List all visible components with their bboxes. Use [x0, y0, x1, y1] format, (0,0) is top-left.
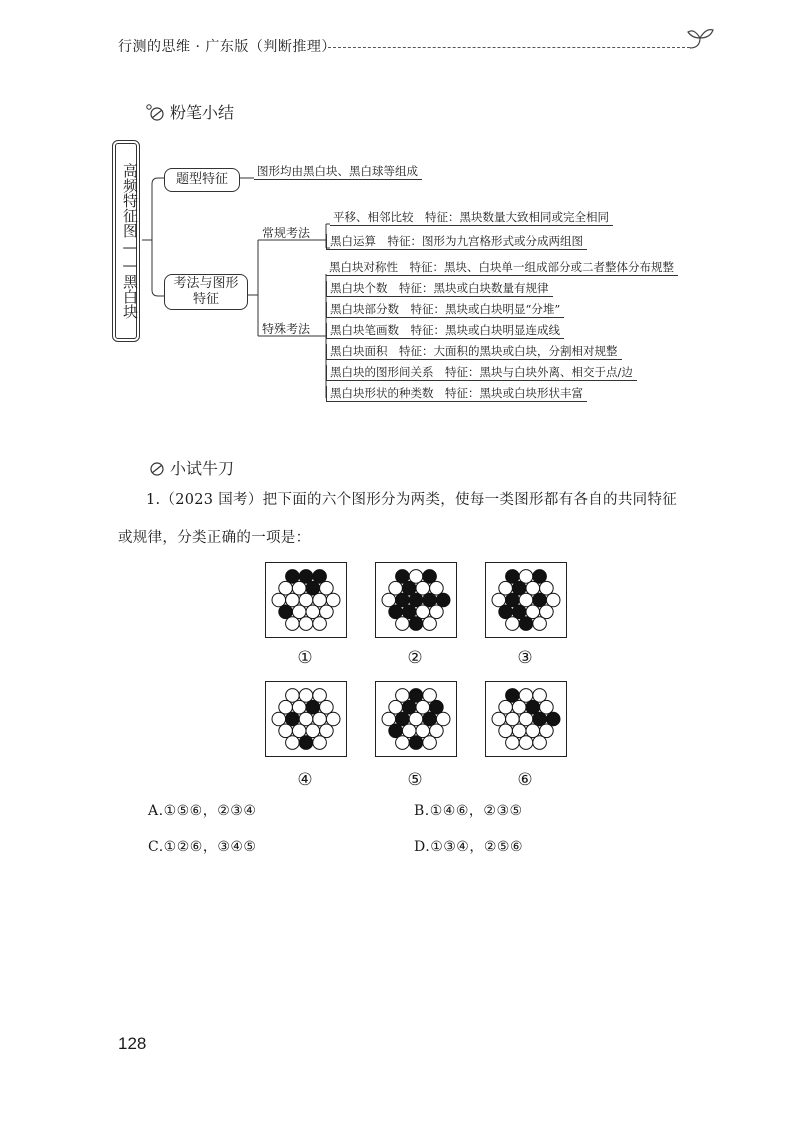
- black-circle: [423, 593, 437, 607]
- white-circle: [313, 593, 327, 607]
- white-circle: [396, 617, 410, 631]
- leaf-regular-1: 平移、相邻比较 特征：黑块数量大致相同或完全相同: [330, 210, 613, 226]
- pencil-icon: [146, 459, 166, 477]
- white-circle: [540, 581, 554, 595]
- leaf-special-6: 黑白块的图形间关系 特征：黑块与白块外离、相交于点/边: [326, 365, 637, 381]
- white-circle: [492, 712, 506, 726]
- black-circle: [409, 593, 423, 607]
- white-circle: [286, 689, 300, 703]
- white-circle: [506, 736, 520, 750]
- black-circle: [313, 570, 327, 584]
- black-circle: [299, 736, 313, 750]
- figure-3-label: ③: [517, 648, 533, 668]
- white-circle: [299, 689, 313, 703]
- white-circle: [286, 593, 300, 607]
- black-circle: [409, 689, 423, 703]
- white-circle: [306, 724, 320, 738]
- figure-1: [265, 562, 347, 638]
- white-circle: [320, 605, 334, 619]
- black-circle: [286, 712, 300, 726]
- option-a[interactable]: [148, 800, 256, 820]
- black-circle: [512, 581, 526, 595]
- root-node-label: 高频特征图——黑白块: [121, 163, 139, 319]
- node-question-type: [164, 168, 240, 192]
- white-circle: [430, 724, 444, 738]
- white-circle: [313, 712, 327, 726]
- black-circle: [396, 593, 410, 607]
- black-circle: [519, 617, 533, 631]
- white-circle: [416, 700, 430, 714]
- figure-2-label: ②: [407, 648, 423, 668]
- figure-5-circles: [376, 682, 456, 756]
- pencil-icon: [146, 103, 166, 121]
- white-circle: [396, 689, 410, 703]
- white-circle: [512, 700, 526, 714]
- option-d-letter: D.: [414, 839, 431, 855]
- leaf-question-type: 图形均由黑白块、黑白球等组成: [254, 164, 422, 180]
- black-circle: [506, 593, 520, 607]
- white-circle: [389, 581, 403, 595]
- black-circle: [306, 581, 320, 595]
- white-circle: [382, 712, 396, 726]
- figure-4-circles: [266, 682, 346, 756]
- figure-5: [375, 681, 457, 757]
- white-circle: [499, 700, 513, 714]
- black-circle: [409, 617, 423, 631]
- white-circle: [279, 700, 293, 714]
- option-c-letter: C.: [148, 839, 164, 855]
- white-circle: [519, 712, 533, 726]
- question-text-line-1: 1.（2023 国考）把下面的六个图形分为两类，使每一类图形都有各自的共同特征: [146, 492, 678, 508]
- leaf-special-4: 黑白块笔画数 特征：黑块或白块明显连成线: [326, 323, 564, 339]
- figure-6: [485, 681, 567, 757]
- white-circle: [299, 712, 313, 726]
- black-circle: [506, 570, 520, 584]
- white-circle: [526, 605, 540, 619]
- figure-4: [265, 681, 347, 757]
- option-d[interactable]: [414, 836, 523, 856]
- figure-1-label: ①: [297, 648, 313, 668]
- white-circle: [272, 593, 286, 607]
- figure-3: [485, 562, 567, 638]
- summary-title-text: 粉笔小结: [170, 103, 235, 122]
- white-circle: [402, 724, 416, 738]
- figure-1-circles: [266, 563, 346, 637]
- white-circle: [533, 617, 547, 631]
- option-c[interactable]: [148, 836, 256, 856]
- option-b-letter: B.: [414, 803, 430, 819]
- leaf-special-2: 黑白块个数 特征：黑块或白块数量有规律: [326, 281, 553, 297]
- white-circle: [506, 617, 520, 631]
- black-circle: [546, 712, 560, 726]
- black-circle: [506, 689, 520, 703]
- white-circle: [506, 712, 520, 726]
- black-circle: [396, 712, 410, 726]
- white-circle: [540, 724, 554, 738]
- white-circle: [499, 581, 513, 595]
- black-circle: [402, 581, 416, 595]
- white-circle: [299, 617, 313, 631]
- sprout-icon: [686, 26, 716, 52]
- option-c-text: ①②⑥，③④⑤: [163, 839, 257, 855]
- black-circle: [402, 605, 416, 619]
- white-circle: [313, 689, 327, 703]
- figure-2-circles: [376, 563, 456, 637]
- white-circle: [492, 593, 506, 607]
- figure-4-label: ④: [297, 770, 313, 790]
- option-b-text: ①④⑥，②③⑤: [429, 803, 523, 819]
- node-question-type-label: 题型特征: [175, 172, 228, 187]
- white-circle: [519, 593, 533, 607]
- black-circle: [402, 700, 416, 714]
- white-circle: [416, 605, 430, 619]
- white-circle: [533, 736, 547, 750]
- white-circle: [540, 700, 554, 714]
- black-circle: [533, 712, 547, 726]
- white-circle: [306, 605, 320, 619]
- white-circle: [423, 689, 437, 703]
- white-circle: [320, 700, 334, 714]
- white-circle: [326, 712, 340, 726]
- black-circle: [533, 570, 547, 584]
- white-circle: [389, 700, 403, 714]
- figure-6-circles: [486, 682, 566, 756]
- leaf-regular-2: 黑白运算 特征：图形为九宫格形式或分成两组图: [326, 234, 587, 250]
- white-circle: [416, 724, 430, 738]
- white-circle: [299, 593, 313, 607]
- white-circle: [526, 581, 540, 595]
- branch-special-method: 特殊考法: [262, 322, 311, 336]
- white-circle: [279, 581, 293, 595]
- white-circle: [519, 570, 533, 584]
- white-circle: [499, 724, 513, 738]
- black-circle: [430, 700, 444, 714]
- white-circle: [313, 617, 327, 631]
- node-method-features: [164, 274, 248, 310]
- leaf-special-7: 黑白块形状的种类数 特征：黑块或白块形状丰富: [326, 386, 587, 402]
- figure-6-label: ⑥: [517, 770, 533, 790]
- white-circle: [279, 724, 293, 738]
- white-circle: [292, 605, 306, 619]
- white-circle: [423, 736, 437, 750]
- summary-mind-map: [108, 140, 728, 410]
- white-circle: [430, 581, 444, 595]
- black-circle: [409, 736, 423, 750]
- white-circle: [430, 605, 444, 619]
- white-circle: [286, 736, 300, 750]
- black-circle: [396, 570, 410, 584]
- figure-3-circles: [486, 563, 566, 637]
- white-circle: [326, 593, 340, 607]
- figure-5-label: ⑤: [407, 770, 423, 790]
- root-node: [112, 140, 140, 342]
- white-circle: [272, 712, 286, 726]
- black-circle: [389, 605, 403, 619]
- black-circle: [286, 570, 300, 584]
- white-circle: [416, 581, 430, 595]
- white-circle: [313, 736, 327, 750]
- black-circle: [423, 712, 437, 726]
- white-circle: [292, 700, 306, 714]
- white-circle: [409, 712, 423, 726]
- practice-title-text: 小试牛刀: [170, 459, 235, 478]
- black-circle: [423, 570, 437, 584]
- leaf-special-3: 黑白块部分数 特征：黑块或白块明显“分堆”: [326, 302, 564, 318]
- black-circle: [533, 593, 547, 607]
- white-circle: [533, 689, 547, 703]
- white-circle: [292, 724, 306, 738]
- white-circle: [423, 617, 437, 631]
- header-dashed-rule: [328, 47, 690, 48]
- figure-2: [375, 562, 457, 638]
- black-circle: [499, 605, 513, 619]
- option-d-text: ①③④，②⑤⑥: [430, 839, 523, 855]
- practice-section-title: [146, 456, 234, 479]
- running-header-title: 行测的思维 · 广东版（判断推理）: [118, 39, 336, 55]
- black-circle: [389, 724, 403, 738]
- white-circle: [320, 724, 334, 738]
- leaf-special-1: 黑白块对称性 特征：黑块、白块单一组成部分或二者整体分布规整: [326, 260, 678, 276]
- white-circle: [409, 570, 423, 584]
- white-circle: [436, 712, 450, 726]
- white-circle: [526, 724, 540, 738]
- summary-section-title: [146, 100, 234, 123]
- question-text-line-2: 或规律，分类正确的一项是：: [118, 530, 311, 546]
- white-circle: [519, 689, 533, 703]
- option-a-letter: A.: [148, 803, 164, 819]
- node-method-features-label: 考法与图形特征: [173, 276, 239, 307]
- white-circle: [286, 617, 300, 631]
- white-circle: [540, 605, 554, 619]
- page-number: 128: [118, 1034, 147, 1053]
- black-circle: [299, 570, 313, 584]
- black-circle: [512, 605, 526, 619]
- white-circle: [382, 593, 396, 607]
- white-circle: [396, 736, 410, 750]
- option-b[interactable]: [414, 800, 523, 820]
- black-circle: [526, 700, 540, 714]
- white-circle: [512, 724, 526, 738]
- white-circle: [519, 736, 533, 750]
- branch-regular-method: 常规考法: [262, 226, 311, 240]
- white-circle: [546, 593, 560, 607]
- white-circle: [292, 581, 306, 595]
- black-circle: [306, 700, 320, 714]
- white-circle: [320, 581, 334, 595]
- black-circle: [279, 605, 293, 619]
- option-a-text: ①⑤⑥，②③④: [163, 803, 257, 819]
- leaf-special-5: 黑白块面积 特征：大面积的黑块或白块，分割相对规整: [326, 344, 622, 360]
- black-circle: [436, 593, 450, 607]
